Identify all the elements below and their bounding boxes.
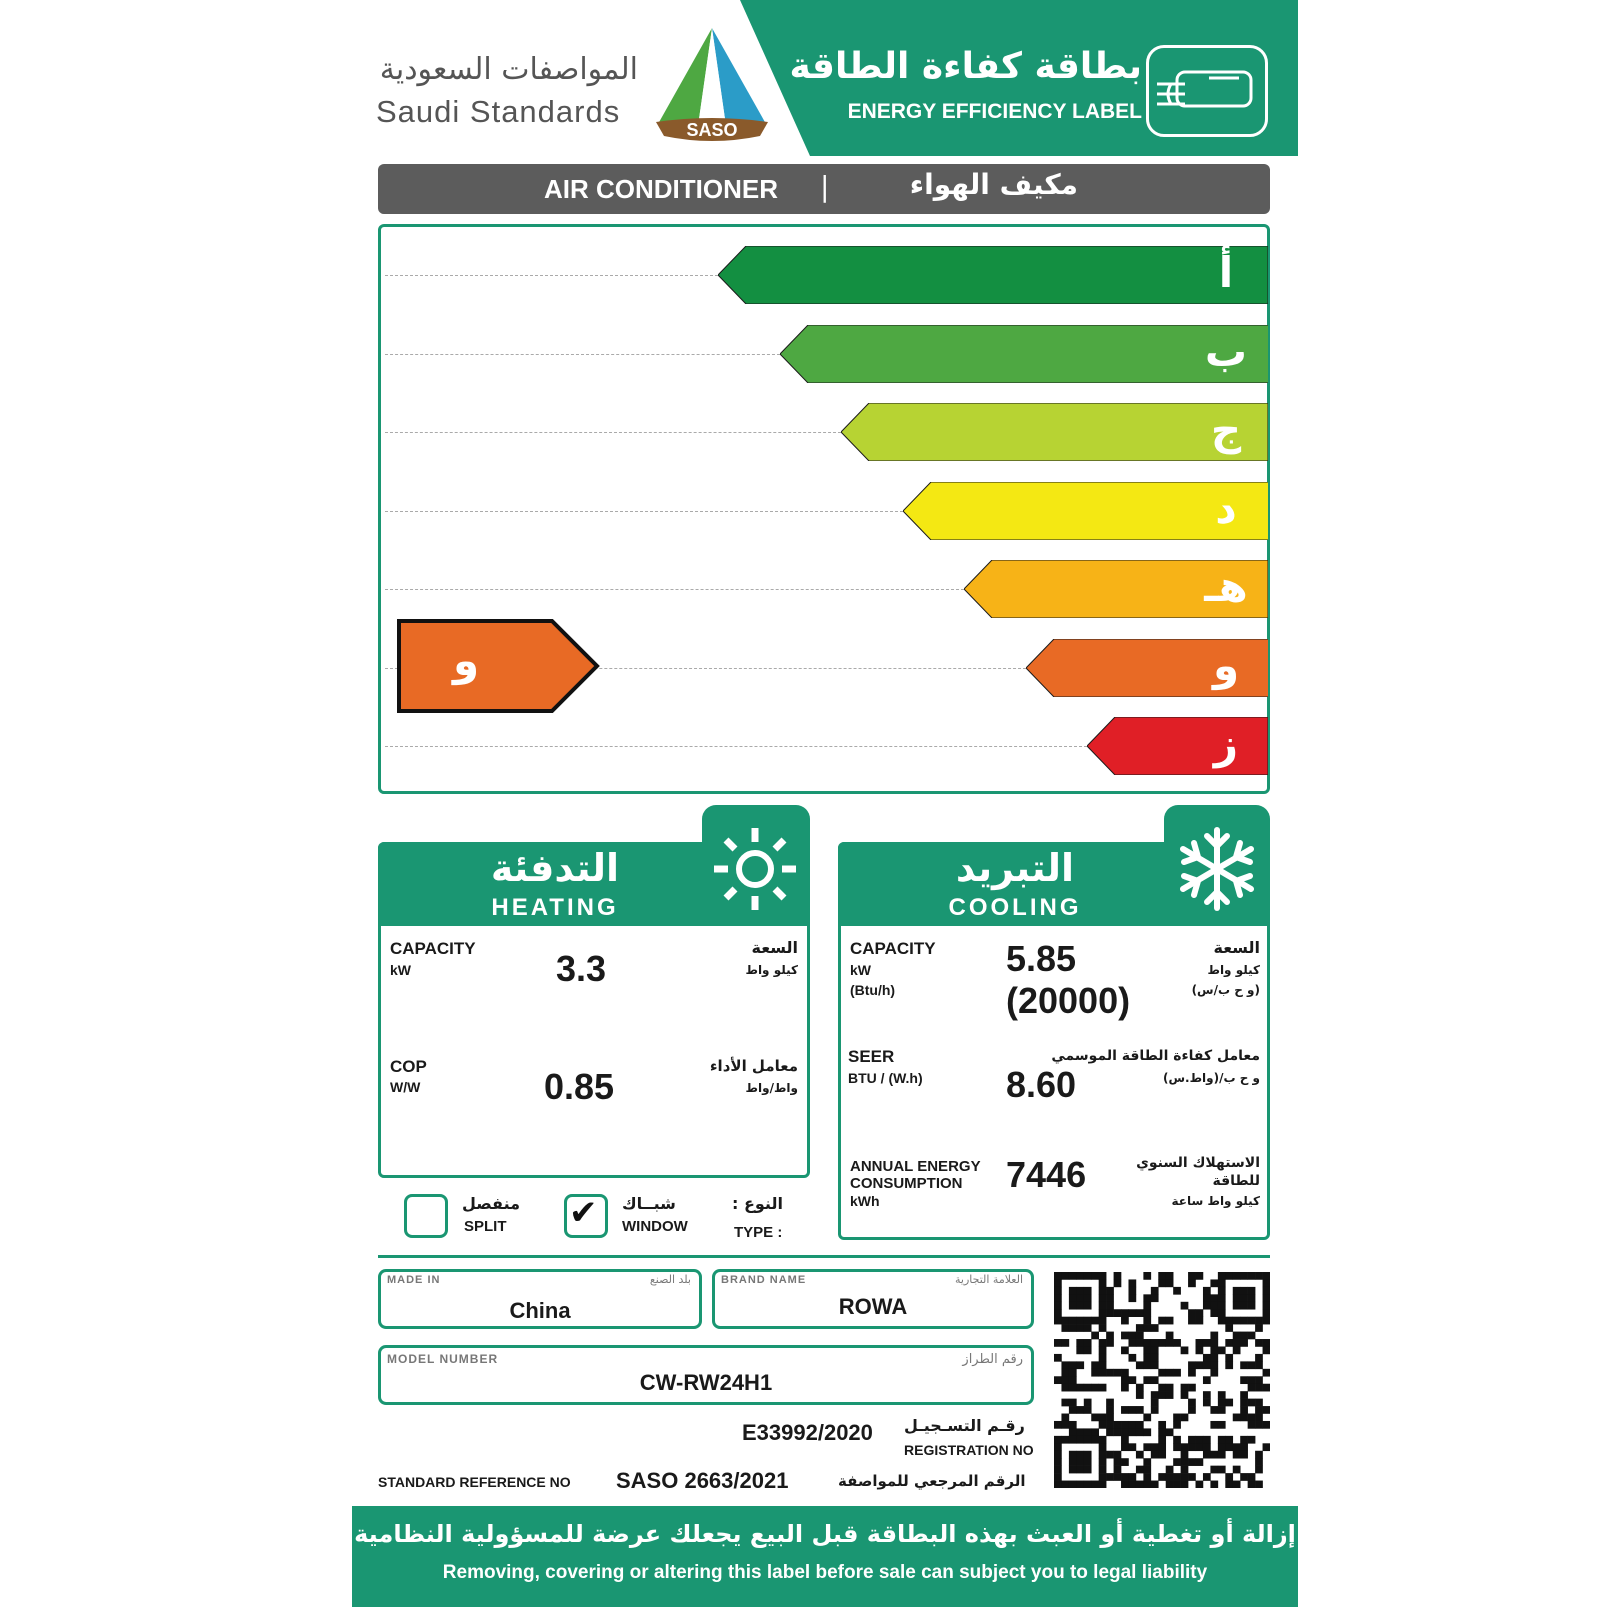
window-checkbox[interactable] (564, 1194, 608, 1238)
model-number-label: MODEL NUMBER (387, 1352, 499, 1366)
heating-capacity-value: 3.3 (556, 948, 607, 989)
rating-class-label: ز (1213, 719, 1239, 768)
cooling-seer-label-arabic: معامل كفاءة الطاقة الموسمي (1051, 1048, 1260, 1064)
cooling-annual-unit: kWh (850, 1193, 880, 1209)
split-label: SPLIT (464, 1218, 507, 1235)
heating-title-arabic: التدفئة (490, 846, 620, 890)
logo-text: SASO (686, 120, 738, 140)
cooling-seer-value: 8.60 (1006, 1064, 1077, 1105)
heating-cop-value: 0.85 (544, 1066, 615, 1107)
brand-name-label: BRAND NAME (721, 1274, 807, 1286)
cooling-capacity-unit-btu-arabic: (و ح ب/س) (1191, 983, 1260, 997)
rating-class-label: ب (1204, 326, 1248, 376)
standard-reference-label-arabic: الرقم المرجعي للمواصفة (838, 1472, 1026, 1490)
brand-name-label-arabic: العلامة التجارية (954, 1273, 1023, 1286)
window-label: WINDOW (622, 1218, 688, 1235)
label-title-arabic: بطاقة كفاءة الطاقة (789, 46, 1142, 87)
category-english: AIR CONDITIONER (544, 174, 778, 204)
category-separator: | (820, 170, 830, 203)
legal-warning-english: Removing, covering or altering this label before sale can subject you to legal liability (442, 1562, 1208, 1583)
air-conditioner-icon (1146, 45, 1268, 137)
rating-class-label: ج (1210, 405, 1242, 454)
made-in-label-arabic: بلد الصنع (649, 1273, 691, 1286)
heating-capacity-label: CAPACITY (390, 939, 476, 958)
registration-label: REGISTRATION NO (904, 1442, 1034, 1458)
cooling-annual-label-1: ANNUAL ENERGY (850, 1158, 981, 1175)
org-name-arabic: المواصفات السعودية (379, 52, 638, 87)
selected-rating-label: و (452, 636, 480, 685)
cooling-capacity-unit-btu: (Btu/h) (850, 982, 896, 998)
saso-logo (648, 22, 772, 142)
cooling-annual-label-arabic-2: للطاقة (1212, 1173, 1260, 1189)
cooling-seer-label: SEER (848, 1047, 895, 1066)
made-in-value: China (509, 1298, 571, 1323)
category-arabic: مكيف الهواء (909, 168, 1078, 201)
heating-capacity-unit: kW (390, 962, 411, 978)
brand-name-value: ROWA (838, 1294, 908, 1319)
qr-code-icon (1054, 1272, 1270, 1488)
cooling-title-arabic: التبريد (955, 846, 1075, 890)
legal-warning-banner (352, 1506, 1298, 1607)
heating-title-english: HEATING (491, 894, 619, 921)
heating-cop-label-arabic: معامل الأداء (709, 1057, 798, 1075)
brand-name-box (712, 1269, 1034, 1329)
rating-class-label: د (1215, 483, 1237, 533)
model-number-label-arabic: رقم الطراز (962, 1352, 1023, 1367)
cooling-capacity-unit-arabic: كيلو واط (1207, 963, 1260, 977)
rating-guide-line (385, 589, 964, 590)
legal-warning-arabic: إزالة أو تغطية أو العبث بهذه البطاقة قبل البيع يجعلك عرضة للمسؤولية النظامية (354, 1520, 1296, 1548)
cooling-annual-unit-arabic: كيلو واط ساعة (1171, 1194, 1260, 1208)
rating-guide-line (385, 275, 718, 276)
cooling-annual-label-arabic-1: الاستهلاك السنوي (1136, 1155, 1260, 1171)
cooling-capacity-label: CAPACITY (850, 939, 936, 958)
heating-capacity-label-arabic: السعة (751, 938, 798, 957)
heating-capacity-unit-arabic: كيلو واط (745, 963, 798, 977)
heating-cop-label: COP (390, 1057, 427, 1076)
rating-guide-line (385, 354, 780, 355)
rating-guide-line (385, 746, 1087, 747)
cooling-seer-unit: BTU / (W.h) (848, 1070, 923, 1086)
cooling-capacity-unit: kW (850, 962, 871, 978)
cooling-title-english: COOLING (948, 894, 1082, 921)
model-number-box (378, 1345, 1034, 1405)
standard-reference-value: SASO 2663/2021 (616, 1468, 789, 1493)
sun-icon (712, 826, 798, 912)
window-label-arabic: شبــاك (622, 1194, 676, 1213)
rating-arrow-2 (780, 325, 1269, 383)
selected-rating-arrow (396, 618, 602, 714)
rating-guide-line (385, 511, 903, 512)
cooling-seer-unit-arabic: و ح ب/(واط.س) (1162, 1071, 1260, 1085)
rating-guide-line (385, 432, 841, 433)
type-label: TYPE : (734, 1224, 783, 1241)
registration-label-arabic: رقـم التسـجيـل (904, 1416, 1025, 1435)
cooling-capacity-btu-value: (20000) (1006, 980, 1131, 1021)
made-in-label: MADE IN (387, 1274, 441, 1286)
rating-class-label: و (1212, 640, 1240, 690)
split-checkbox[interactable] (404, 1194, 448, 1238)
cooling-annual-value: 7446 (1006, 1154, 1087, 1195)
type-label-arabic: النوع : (732, 1194, 783, 1213)
split-label-arabic: منفصل (462, 1194, 520, 1213)
cooling-capacity-label-arabic: السعة (1213, 938, 1260, 957)
rating-class-label: هـ (1204, 562, 1248, 611)
section-divider (378, 1255, 1270, 1258)
heating-cop-unit-arabic: واط/واط (745, 1081, 798, 1095)
category-bar (378, 164, 1270, 214)
check-mark-icon: ✔ (569, 1193, 598, 1233)
made-in-box (378, 1269, 702, 1329)
registration-number-value: E33992/2020 (742, 1420, 873, 1445)
cooling-annual-label-2: CONSUMPTION (850, 1175, 963, 1192)
snowflake-icon (1174, 826, 1260, 912)
standard-reference-label: STANDARD REFERENCE NO (378, 1474, 571, 1490)
org-name-english: Saudi Standards (376, 94, 621, 129)
heating-cop-unit: W/W (390, 1079, 421, 1095)
label-title-english: ENERGY EFFICIENCY LABEL (847, 100, 1142, 123)
rating-class-label: أ (1218, 248, 1234, 297)
model-number-value: CW-RW24H1 (639, 1370, 773, 1395)
cooling-capacity-value: 5.85 (1006, 938, 1077, 979)
rating-arrow-1 (718, 246, 1268, 304)
